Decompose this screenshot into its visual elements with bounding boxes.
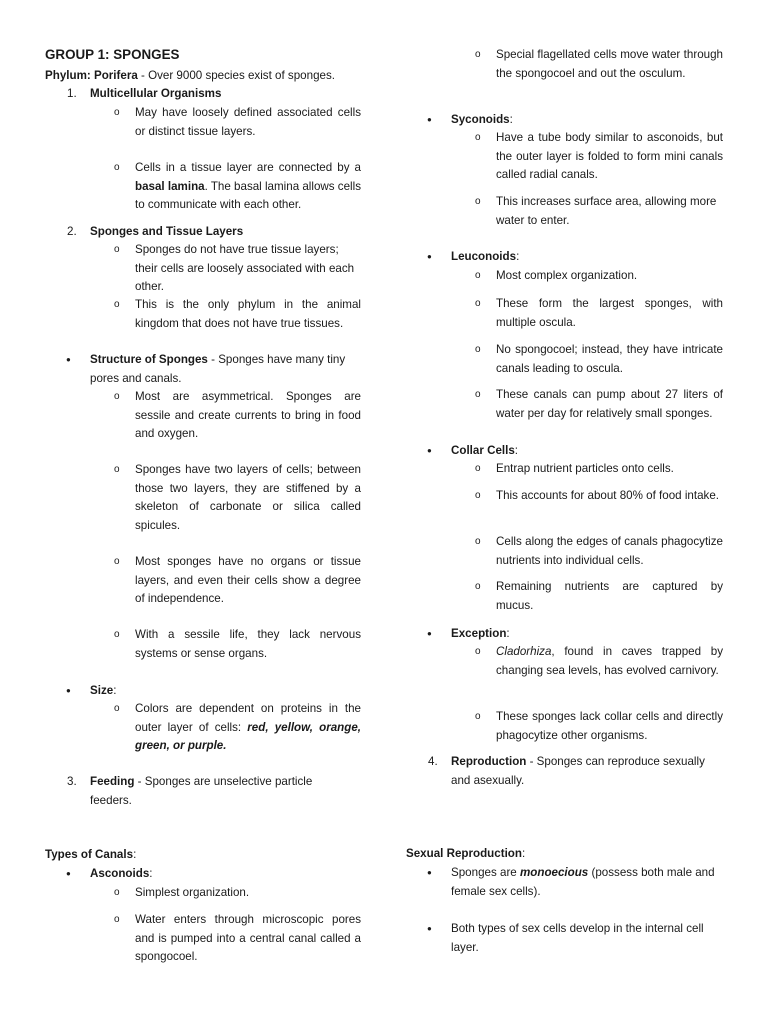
exception-heading: Exception [451, 627, 507, 640]
list-item: Both types of sex cells develop in the internal cell layer. [451, 922, 704, 954]
list-item: Sponges are monoecious (possess both male and female sex cells). [451, 866, 715, 898]
circle-bullet-icon: o [475, 581, 481, 592]
feeding-heading: Feeding [90, 775, 135, 788]
species-name: Cladorhiza [496, 645, 552, 658]
list-item: With a sessile life, they lack nervous systems or sense organs. [135, 628, 361, 660]
circle-bullet-icon: o [475, 196, 481, 207]
section-heading-multicellular: Multicellular Organisms [90, 87, 222, 100]
section-number: 3. [67, 775, 77, 788]
bullet-icon: ● [427, 115, 432, 124]
term-monoecious: monoecious [519, 866, 589, 879]
canals-heading: Types of Canals [45, 848, 134, 861]
list-item: These form the largest sponges, with multiple oscula. [496, 297, 723, 329]
list-item: Most are asymmetrical. Sponges are sessile and create currents to bring in food and oxygen. [135, 390, 361, 441]
list-item: Remaining nutrients are captured by mucus. [496, 580, 723, 612]
bullet-syconoids: Syconoids: [451, 113, 513, 126]
circle-bullet-icon: o [114, 244, 120, 255]
leuconoids-heading: Leuconoids [451, 250, 517, 263]
circle-bullet-icon: o [114, 299, 120, 310]
bullet-size: Size: [90, 684, 117, 697]
circle-bullet-icon: o [475, 344, 481, 355]
list-item: These canals can pump about 27 liters of water per day for relatively small sponges. [496, 388, 723, 420]
circle-bullet-icon: o [475, 270, 481, 281]
list-item: Sponges do not have true tissue layers; their cells are loosely associated with each other. [135, 243, 355, 294]
bullet-icon: ● [427, 924, 432, 933]
phylum-line [45, 67, 365, 86]
list-item: This is the only phylum in the animal kingdom that does not have true tissues. [135, 298, 361, 330]
circle-bullet-icon: o [475, 298, 481, 309]
canals-heading-line: Types of Canals: [45, 848, 137, 861]
collar-cells-heading: Collar Cells [451, 444, 515, 457]
phylum-label: Phylum: Porifera [45, 69, 138, 82]
bullet-collar-cells: Collar Cells: [451, 444, 519, 457]
section-number: 2. [67, 225, 77, 238]
circle-bullet-icon: o [114, 556, 120, 567]
bullet-icon: ● [66, 869, 71, 878]
list-item: This accounts for about 80% of food intake. [496, 489, 719, 502]
bullet-icon: ● [427, 446, 432, 455]
circle-bullet-icon: o [114, 162, 120, 173]
list-item: Sponges have two layers of cells; between those two layers, they are stiffened by a skeleton of carbonate or silica called spicules. [135, 463, 361, 532]
reproduction-heading: Reproduction [451, 755, 527, 768]
list-item: Cells along the edges of canals phagocytize nutrients into individual cells. [496, 535, 723, 567]
bullet-icon: ● [427, 252, 432, 261]
circle-bullet-icon: o [475, 132, 481, 143]
list-item: Colors are dependent on proteins in the outer layer of cells: red, yellow, orange, green, or purple. [135, 702, 361, 753]
circle-bullet-icon: o [114, 464, 120, 475]
list-item: No spongocoel; instead, they have intricate canals leading to oscula. [496, 343, 723, 375]
term-basal-lamina: basal lamina [135, 179, 205, 193]
list-item: May have loosely defined associated cells or distinct tissue layers. [135, 106, 361, 138]
circle-bullet-icon: o [475, 711, 481, 722]
section-feeding: Feeding - Sponges are unselective particle feeders. [90, 775, 313, 807]
document-title: GROUP 1: SPONGES [45, 47, 180, 62]
bullet-icon: ● [66, 355, 71, 364]
circle-bullet-icon: o [475, 646, 481, 657]
bullet-structure: Structure of Sponges - Sponges have many tiny pores and canals. [90, 353, 346, 385]
list-item: Special flagellated cells move water through the spongocoel and out the osculum. [496, 48, 723, 80]
bullet-exception: Exception: [451, 627, 510, 640]
list-item: Most sponges have no organs or tissue layers, and even their cells show a degree of independence. [135, 555, 361, 606]
circle-bullet-icon: o [475, 49, 481, 60]
bullet-icon: ● [427, 629, 432, 638]
circle-bullet-icon: o [114, 629, 120, 640]
list-item: Entrap nutrient particles onto cells. [496, 462, 674, 475]
color-list: red, yellow, orange, green, or purple. [135, 720, 361, 753]
circle-bullet-icon: o [114, 391, 120, 402]
sexual-reproduction-line: Sexual Reproduction: [406, 847, 526, 860]
section-number: 4. [428, 755, 438, 768]
bullet-asconoids: Asconoids: [90, 867, 153, 880]
section-reproduction: Reproduction - Sponges can reproduce sexually and asexually. [451, 755, 705, 787]
circle-bullet-icon: o [114, 107, 120, 118]
list-item: Simplest organization. [135, 886, 250, 899]
circle-bullet-icon: o [114, 887, 120, 898]
syconoids-heading: Syconoids [451, 113, 510, 126]
size-heading: Size [90, 684, 114, 697]
structure-heading: Structure of Sponges [90, 353, 208, 366]
sexual-reproduction-heading: Sexual Reproduction [406, 847, 522, 860]
asconoids-heading: Asconoids [90, 867, 150, 880]
section-heading-tissue-layers: Sponges and Tissue Layers [90, 225, 244, 238]
circle-bullet-icon: o [114, 703, 120, 714]
list-item: Water enters through microscopic pores and is pumped into a central canal called a spongocoel. [135, 913, 361, 964]
list-item: Cladorhiza, found in caves trapped by changing sea levels, has evolved carnivory. [496, 645, 723, 677]
circle-bullet-icon: o [475, 490, 481, 501]
list-item: These sponges lack collar cells and directly phagocytize other organisms. [496, 710, 723, 742]
phylum-text: - Over 9000 species exist of sponges. [137, 69, 335, 82]
list-item: This increases surface area, allowing more water to enter. [496, 195, 717, 227]
bullet-icon: ● [66, 686, 71, 695]
list-item: Have a tube body similar to asconoids, but the outer layer is folded to form mini canals called radial canals. [496, 131, 723, 182]
list-item: Most complex organization. [496, 269, 638, 282]
list-item: Cells in a tissue layer are connected by a basal lamina. The basal lamina allows cells to communicate with each other. [135, 161, 361, 212]
circle-bullet-icon: o [475, 463, 481, 474]
circle-bullet-icon: o [114, 914, 120, 925]
bullet-icon: ● [427, 868, 432, 877]
circle-bullet-icon: o [475, 536, 481, 547]
section-number: 1. [67, 87, 77, 100]
circle-bullet-icon: o [475, 389, 481, 400]
bullet-leuconoids: Leuconoids: [451, 250, 520, 263]
